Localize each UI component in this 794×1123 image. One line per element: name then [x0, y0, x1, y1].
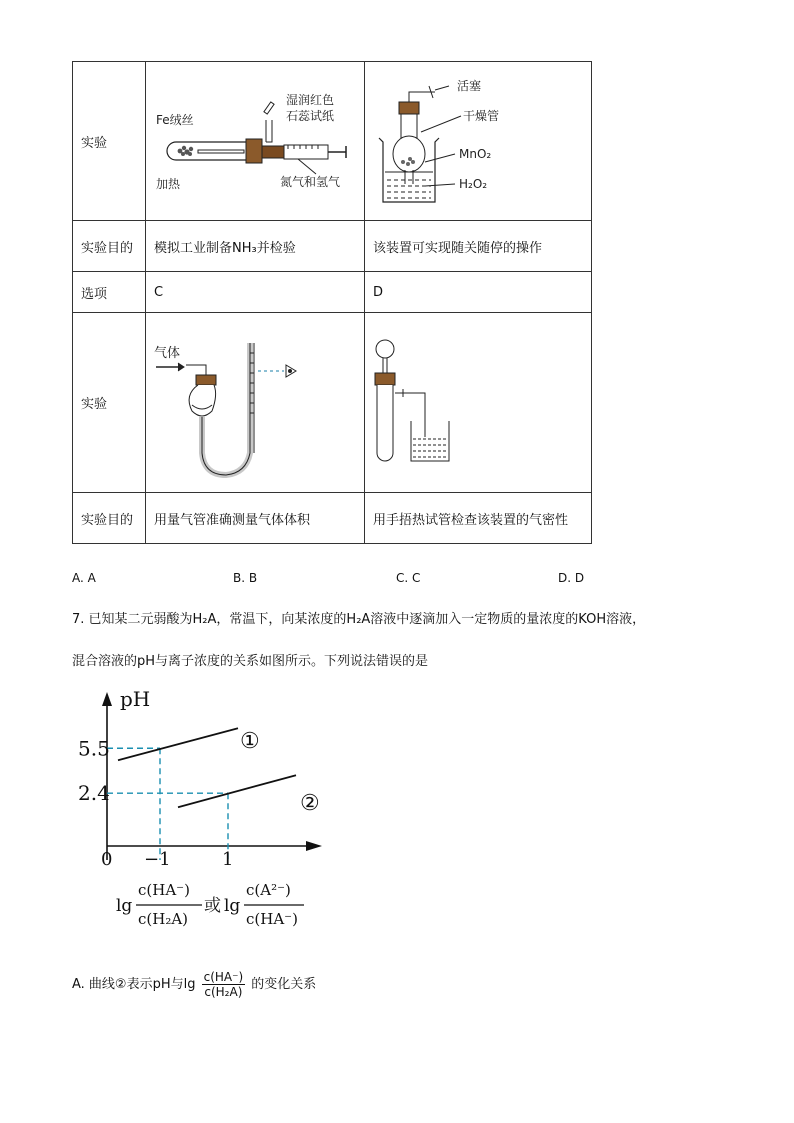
label-mno2: MnO₂: [459, 147, 492, 161]
question-7-line1: 7. 已知某二元弱酸为H₂A，常温下，向某浓度的H₂A溶液中逐滴加入一定物质的量浓度的KOH溶液，: [72, 612, 646, 627]
label-paper1: 湿润红色: [286, 93, 335, 107]
label-valve: 活塞: [457, 79, 482, 93]
apparatus-d-figure: [365, 62, 591, 216]
option-d[interactable]: D. D: [558, 571, 585, 585]
option-a-num: c(HA⁻): [203, 970, 244, 984]
apparatus-c-figure: [146, 313, 364, 488]
x-tick-minus1: −1: [144, 849, 171, 870]
apparatus-b-figure: [146, 62, 364, 216]
series-2-line: [178, 775, 296, 807]
series-1-line: [118, 728, 238, 760]
xlabel-lg-2: lg: [224, 896, 241, 916]
label-gas: 气体: [154, 346, 181, 361]
apparatus-c-cell: [146, 313, 365, 493]
apparatus-d2-cell: [365, 313, 592, 493]
row3-label: 选项: [73, 272, 146, 313]
label-gases: 氮气和氢气: [280, 175, 341, 189]
option-d-header: D: [365, 272, 592, 313]
label-fe: Fe绒丝: [156, 113, 194, 127]
x-tick-1: 1: [222, 849, 234, 870]
option-a-den: c(H₂A): [204, 985, 243, 999]
option-a[interactable]: A. A: [72, 571, 96, 585]
y-tick-2.4: 2.4: [78, 781, 110, 806]
xlabel-num-1: c(HA⁻): [138, 881, 190, 899]
row1-label: 实验: [73, 62, 146, 221]
x-tick-0: 0: [101, 849, 113, 870]
series-2-label: ②: [300, 791, 320, 816]
option-a-statement[interactable]: [72, 970, 316, 999]
apparatus-d-cell: [365, 62, 592, 221]
xlabel-num-2: c(A²⁻): [246, 881, 291, 899]
option-c[interactable]: C. C: [396, 571, 421, 585]
apparatus-b-cell: [146, 62, 365, 221]
option-a-fraction: [202, 970, 246, 999]
series-1-label: ①: [240, 729, 260, 754]
label-heat: 加热: [156, 177, 181, 191]
option-a-suffix: 的变化关系: [251, 977, 317, 992]
purpose-d: 用手捂热试管检查该装置的气密性: [365, 493, 592, 544]
y-axis-arrow-icon: [102, 692, 112, 706]
xlabel-den-1: c(H₂A): [138, 910, 189, 928]
option-b[interactable]: B. B: [233, 571, 258, 585]
label-h2o2: H₂O₂: [459, 177, 488, 191]
y-axis-label: pH: [120, 687, 151, 711]
row4-label: 实验: [73, 313, 146, 493]
purpose-b: 模拟工业制备NH₃并检验: [146, 221, 365, 272]
purpose-d-top: 该装置可实现随关随停的操作: [365, 221, 592, 272]
apparatus-d2-figure: [365, 313, 591, 488]
x-axis-arrow-icon: [306, 841, 322, 851]
y-tick-5.5: 5.5: [78, 736, 110, 761]
option-a-prefix: A. 曲线②表示pH与lg: [72, 977, 196, 992]
purpose-c: 用量气管准确测量气体体积: [146, 493, 365, 544]
option-c-header: C: [146, 272, 365, 313]
question-7-line2: 混合溶液的pH与离子浓度的关系如图所示。下列说法错误的是: [72, 654, 429, 669]
experiment-table: [72, 61, 592, 544]
ph-chart: [60, 680, 360, 940]
row2-label: 实验目的: [73, 221, 146, 272]
xlabel-or: 或: [204, 896, 221, 916]
xlabel-den-2: c(HA⁻): [246, 910, 298, 928]
xlabel-lg-1: lg: [116, 896, 133, 916]
label-drying-tube: 干燥管: [463, 109, 500, 123]
row5-label: 实验目的: [73, 493, 146, 544]
label-paper2: 石蕊试纸: [286, 109, 335, 123]
